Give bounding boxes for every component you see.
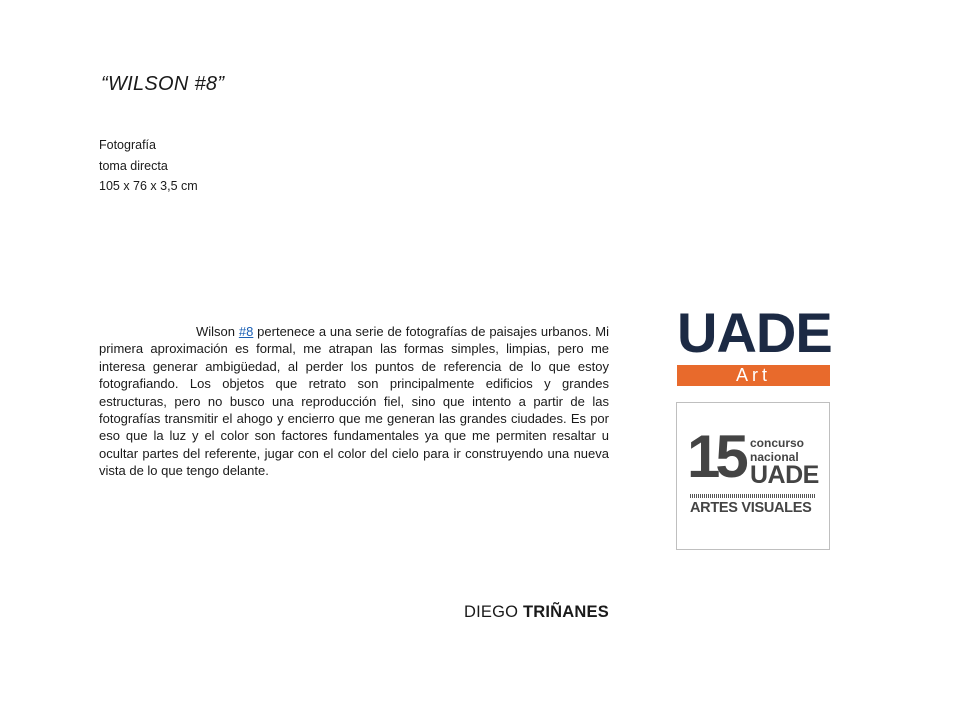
contest-line-1: concurso (750, 436, 805, 450)
contest-line-3: UADE (750, 461, 819, 489)
description-lead: Wilson (196, 324, 239, 339)
artwork-technique: toma directa (99, 158, 168, 173)
artwork-details (99, 135, 198, 197)
contest-logo (676, 402, 830, 550)
artwork-dimensions: 105 x 76 x 3,5 cm (99, 179, 198, 193)
artist-name (464, 603, 609, 622)
artist-last-name: TRIÑANES (522, 603, 609, 621)
description-link[interactable]: #8 (238, 324, 254, 339)
contest-divider (690, 494, 815, 498)
artwork-medium: Fotografía (99, 138, 156, 152)
description-body: pertenece a una serie de fotografías de paisajes urbanos. Mi primera aproximación es formal, me atrapan las formas simples, limpias, pero me interesa generar ambigüedad, al perder los puntos de referencia de lo que estoy fotografiando. Los objetos que retrato son principalmente edificios y grandes estructuras, pero no busco una reproducción fiel, sino que intento a partir de las fotografías transmitir el ahogo y encierro que me generan las grandes ciudades. Es por eso que la luz y el color son factores fundamentales ya que me permiten resaltar u ocultar partes del referente, jugar con el color del cielo para ir construyendo una nueva vista de lo que tengo delante. (99, 324, 610, 479)
contest-category: ARTES VISUALES (690, 500, 812, 516)
uade-art-logo (677, 290, 830, 389)
uade-logo-word: UADE (677, 301, 832, 364)
contest-line-2: nacional (750, 450, 799, 464)
artwork-title: “WILSON #8” (101, 73, 225, 95)
uade-logo-art-bar: Art (677, 365, 830, 386)
contest-number: 15 (687, 423, 744, 490)
artwork-description (99, 323, 609, 480)
artist-first-name: DIEGO (464, 603, 519, 621)
